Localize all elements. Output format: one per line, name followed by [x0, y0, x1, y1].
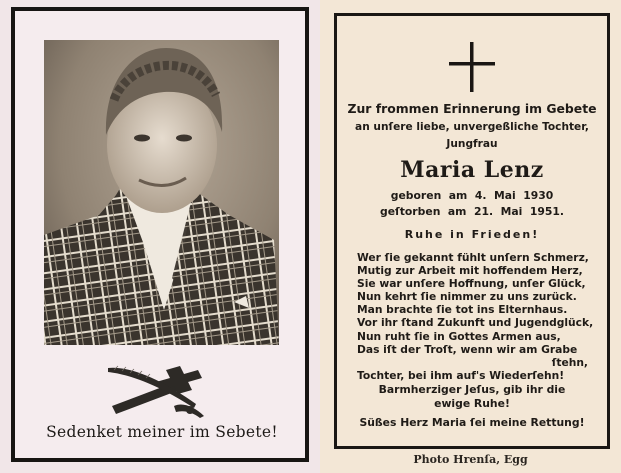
poem-line: Sie war unſere Hoffnung, unſer Glück, [357, 277, 586, 291]
poem-line: Man brachte ſie tot ins Elternhaus. [357, 303, 568, 317]
poem-line: ſtehn, [551, 355, 588, 369]
poem-line: Nun kehrt ſie nimmer zu uns zurück. [357, 290, 577, 304]
left-caption: Sedenket meiner im Sebete! [46, 423, 278, 441]
photo-credit: Photo Hrenſa, Egg [413, 453, 528, 466]
portrait-image [44, 40, 279, 345]
birth-date: geboren am 4. Mai 1930 [390, 189, 554, 202]
prayer-line: Barmherziger Jeſus, gib ihr die [378, 383, 566, 396]
poem-line: Das iſt der Troſt, wenn wir am Grabe [357, 342, 578, 356]
cross-with-palm-icon [104, 362, 214, 422]
heading: Zur frommen Erinnerung im Gebete [347, 101, 597, 116]
deceased-name: Maria Lenz [400, 157, 544, 183]
poem-line: Mutig zur Arbeit mit hoffendem Herz, [357, 264, 583, 278]
title-word: Jungfrau [446, 138, 498, 150]
portrait-photo [44, 40, 279, 345]
poem-line: Vor ihr ſtand Zukunft und Jugendglück, [357, 316, 594, 330]
poem-line: Nun ruht ſie in Gottes Armen aus, [357, 329, 561, 343]
poem-line: Wer ſie gekannt fühlt unſern Schmerz, [357, 251, 589, 264]
latin-cross-icon [449, 42, 495, 92]
subheading: an unſere liebe, unvergeßliche Tochter, [355, 121, 589, 133]
prayer-line: ewige Ruhe! [434, 396, 510, 410]
prayer-jesus [337, 383, 607, 410]
prayer-maria: Süßes Herz Maria ſei meine Rettung! [359, 416, 585, 429]
poem-line: Tochter, bei ihm auf's Wiederſehn! [357, 368, 565, 382]
rest-in-peace: Ruhe in Frieden! [404, 228, 540, 241]
death-date: geſtorben am 21. Mai 1951. [379, 205, 564, 218]
poem [357, 251, 602, 382]
